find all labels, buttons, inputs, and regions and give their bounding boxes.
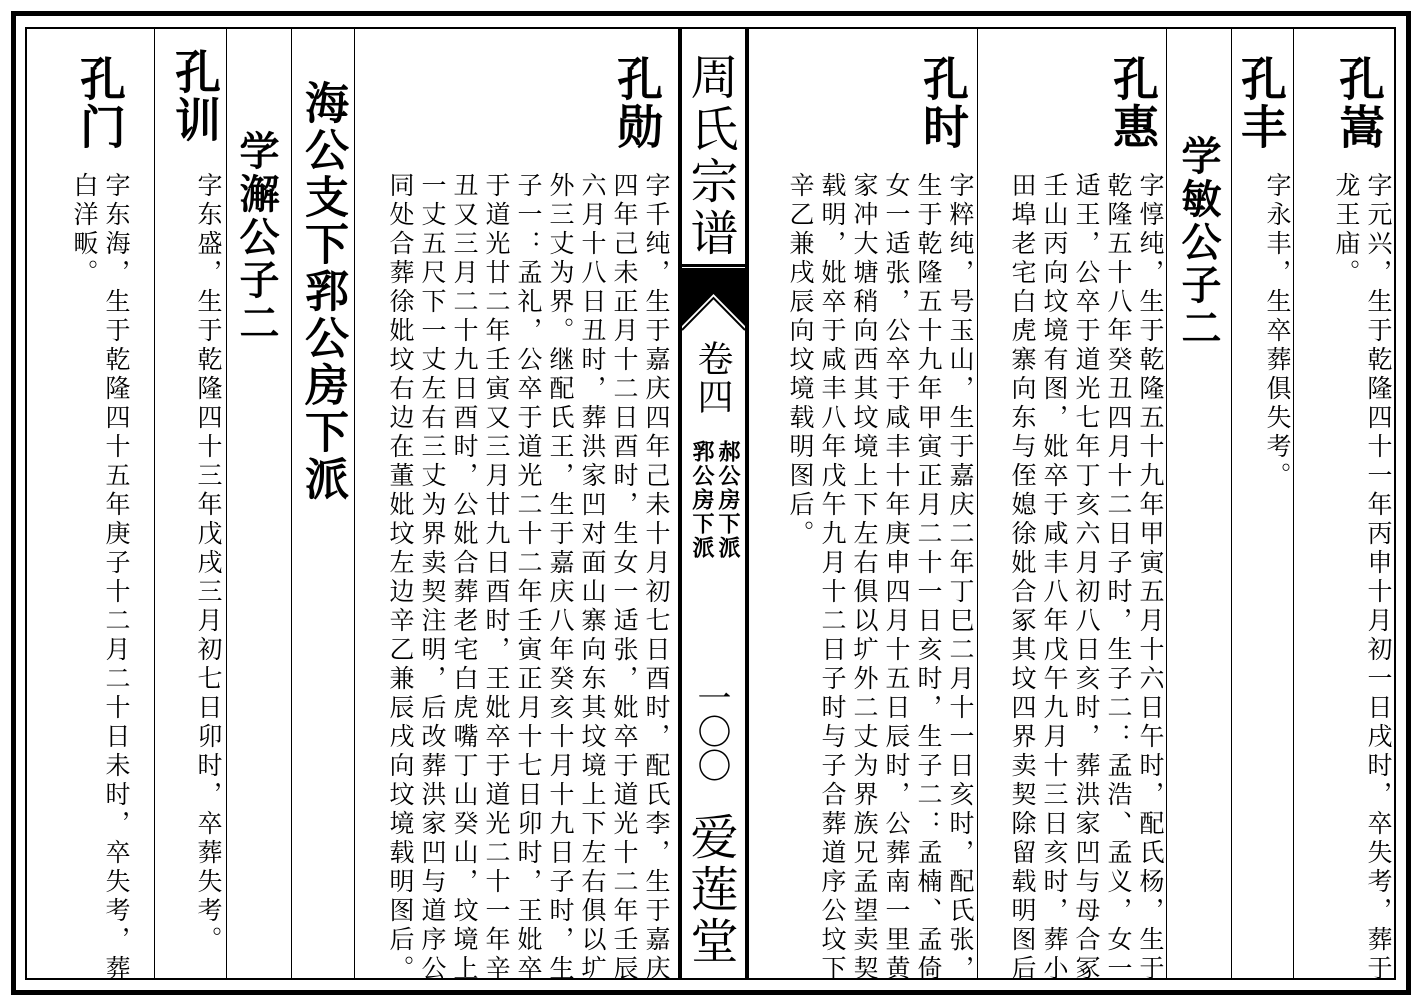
entry-name: 孔训 <box>168 48 222 144</box>
hall-name: 爱莲堂 <box>682 812 738 968</box>
spine-rule <box>682 264 745 267</box>
divider <box>226 29 227 979</box>
section-heading: 学敏公子二 <box>1175 135 1222 350</box>
entry-text: 字千纯，生于嘉庆四年己未十月初七日酉时，配氏李，生于嘉庆 四年己未正月十二日酉时，生女一适张，妣卒于道光十二年壬辰 六月十八日丑时，葬洪家凹对面山寨向东其坟境上下左右俱以圹 外三丈为界。继配氏王，生于嘉庆八年癸亥十月十九日子时，生 子一：孟礼，公卒于道光二十二年壬寅正月十七日卯时，王妣卒 于道光廿二年壬寅又三月廿九日酉时，王妣卒于道光二十一年辛 丑又三月二十九日酉时，公妣合葬老宅白虎嘴丁山癸山，坟境上 一丈五尺下一丈左右三丈为界卖契注明，后改葬洪家凹与道序公 同处合葬徐妣坟右边在董妣坟左边辛乙兼辰戌向坟境载明图后。 <box>386 172 671 984</box>
branch-label: 郝公房下派 郛公房下派 <box>689 440 741 560</box>
entry-text: 字东海，生于乾隆四十五年庚子十二月二十日未时，卒失考，葬 白洋畈。 <box>70 172 131 984</box>
section-heading: 海公支下郛公房下派 <box>297 80 348 503</box>
section-heading: 学澥公子二 <box>233 130 280 345</box>
entry-text: 字元兴，生于乾隆四十一年丙申十月初一日戌时，卒失考，葬于 龙王庙。 <box>1332 172 1393 984</box>
book-title: 周氏宗谱 <box>682 52 738 260</box>
divider <box>354 29 355 979</box>
fishtail-ornament <box>682 268 745 340</box>
divider <box>291 29 292 979</box>
divider <box>1231 29 1232 979</box>
entry-name: 孔丰 <box>1234 55 1288 151</box>
entry-name: 孔勋 <box>610 55 664 151</box>
entry-text: 字粹纯，号玉山，生于嘉庆二年丁巳二月十一日亥时，配氏张， 生于乾隆五十九年甲寅正月二十一日亥时，生子二：孟楠、孟倚 女一适张，公卒于咸丰十年庚申四月十五日辰时，公葬南一里黄 家冲大塘稍向西其坟境上下左右俱以圹外二丈为界族兄孟望卖契 载明，妣卒于咸丰八年戊午九月十二日子时与子合葬道序公坟下 辛乙兼戌辰向坟境载明图后。 <box>786 172 975 984</box>
entry-text: 字东盛，生于乾隆四十三年戊戌三月初七日卯时，卒葬失考。 <box>194 172 223 955</box>
divider <box>154 29 155 979</box>
divider <box>1293 29 1294 979</box>
page-number: 一〇〇 <box>691 680 731 782</box>
entry-name: 孔惠 <box>1106 55 1160 151</box>
spine-right-border <box>745 29 749 979</box>
entry-name: 孔嵩 <box>1332 55 1386 151</box>
entry-text: 字惇纯，生于乾隆五十九年甲寅五月十六日午时，配氏杨，生于 乾隆五十八年癸丑四月十二日子时，生子二：孟浩、孟义，女一 适王，公卒于道光七年丁亥六月初八日亥时，葬洪家凹与母合冢 壬山丙向坟境有图，妣卒于咸丰八年戊午九月十三日亥时，葬小 田埠老宅白虎寨向东与侄媳徐妣合冢其坟四界卖契除留载明图后 <box>1008 172 1165 984</box>
volume-label: 卷四 <box>692 340 733 416</box>
entry-name: 孔时 <box>916 55 970 151</box>
divider <box>1166 29 1167 979</box>
entry-name: 孔门 <box>73 55 127 151</box>
divider <box>977 29 978 979</box>
entry-text: 字永丰，生卒葬俱失考。 <box>1263 172 1292 491</box>
